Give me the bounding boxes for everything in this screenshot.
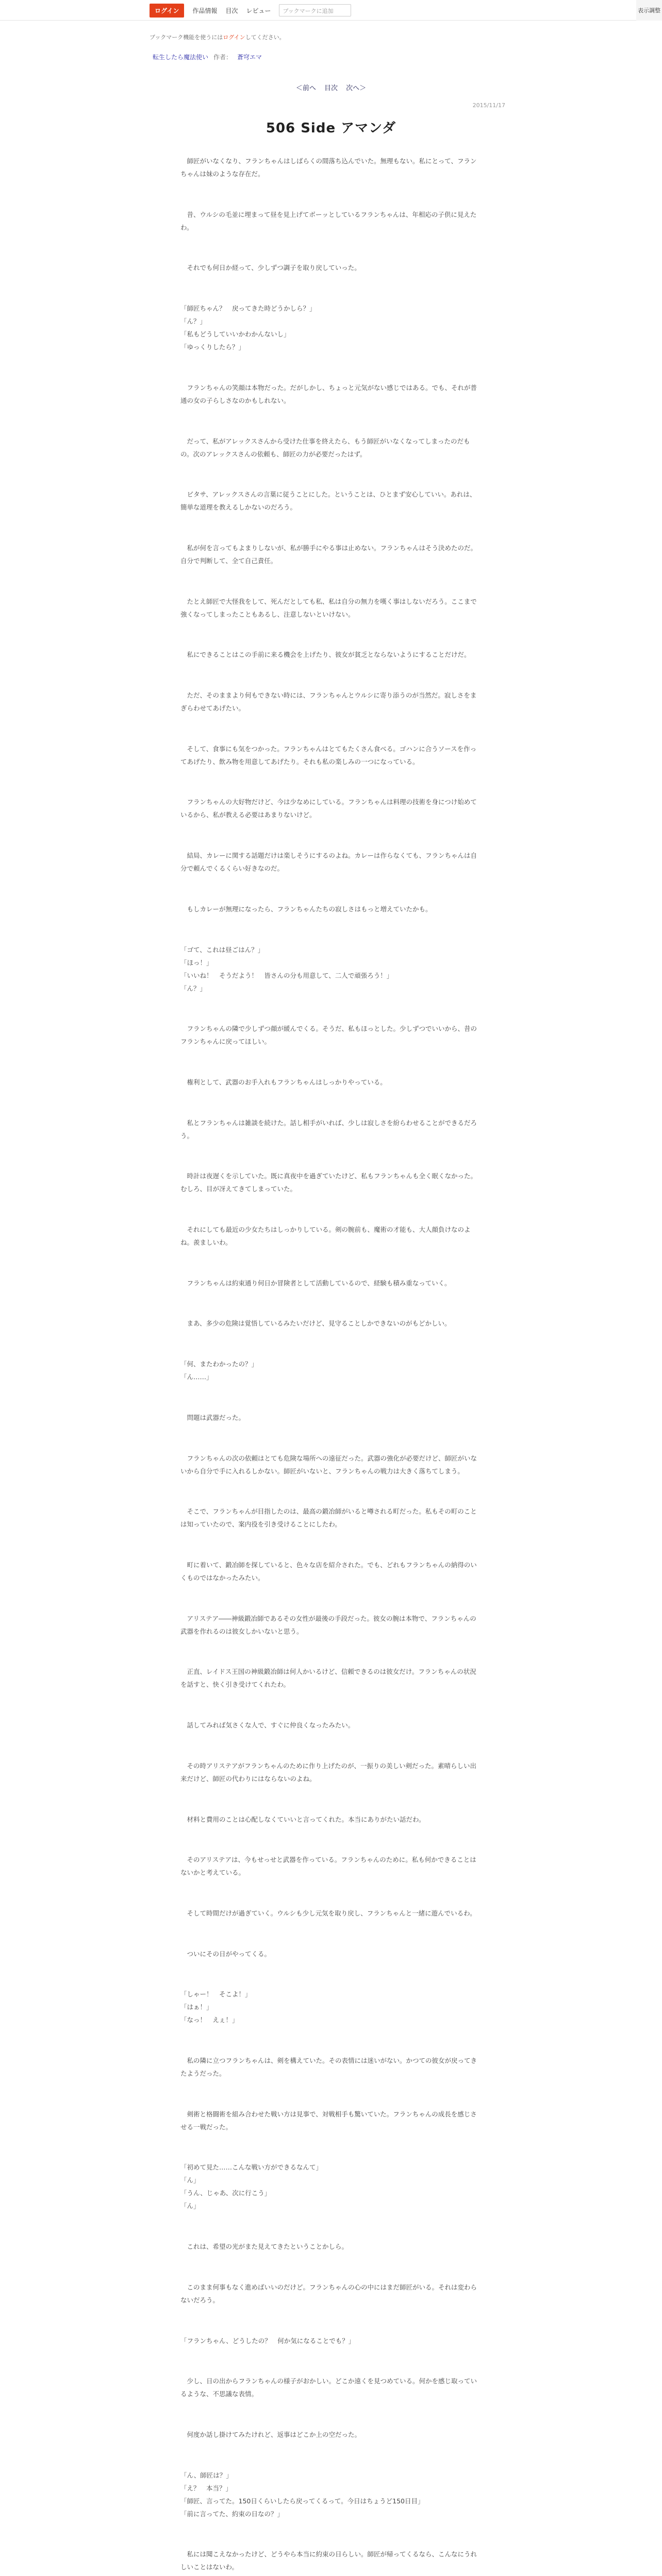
- paragraph: 私が何を言ってもよまりしないが、私が勝手にやる事は止めない。フランちゃんはそう決めたのだ。自分で判断して、全て自己責任。: [180, 544, 477, 565]
- paragraph: ついにその日がやってくる。: [180, 1950, 271, 1958]
- work-title-link[interactable]: 転生したら魔法使い: [153, 54, 209, 61]
- paragraph: たとえ師匠で大怪我をして、死んだとしても私、私は自分の無力を嘆く事はしないだろう。ここまで強くなってしまったこともあるし、注意しないといけない。: [180, 597, 477, 618]
- login-link[interactable]: ログイン: [223, 34, 245, 41]
- paragraph: フランちゃんの笑顔は本物だった。だがしかし、ちょっと元気がない感じではある。でも、それが普通の女の子らしさなのかもしれない。: [180, 383, 477, 404]
- dialogue-block: 「フランちゃん、どうしたの？ 何か気になることでも？」: [180, 2336, 355, 2345]
- paragraph: 話してみれば気さくな人で、すぐに仲良くなったみたい。: [180, 1721, 355, 1730]
- paragraph: まあ、多少の危険は覚悟しているみたいだけど、見守ることしかできないのがもどかしい。: [180, 1319, 451, 1328]
- paragraph: アリステア――神級鍛冶師であるその女性が最後の手段だった。彼女の腕は本物で、フランちゃんの武器を作れるのは彼女しかいないと思う。: [180, 1614, 476, 1635]
- paragraph: ビタサ、アレックスさんの言葉に従うことにした。ということは、ひとまず安心していい。あれは、簡単な道理を教えるしかないのだろう。: [180, 490, 476, 512]
- login-notice: [150, 33, 285, 41]
- paragraph: 師匠がいなくなり、フランちゃんはしばらくの間落ち込んでいた。無理もない。私にとって、フランちゃんは妹のような存在だ。: [180, 157, 477, 178]
- dialogue-block: 「しゃー！ そこよ！」 「はぁ！」 「なっ！ えぇ！」: [180, 1990, 252, 2024]
- dialogue-block: 「師匠ちゃん？ 戻ってきた時どうかしら？」 「ん？」 「私もどうしていいかわかんないし」 「ゆっくりしたら？」: [180, 304, 316, 351]
- bookmark-add-button[interactable]: ブックマークに追加: [279, 4, 351, 16]
- paragraph: 町に着いて、鍛冶師を探していると、色々な店を紹介された。でも、どれもフランちゃんの納得のいくものではなかったみたい。: [180, 1561, 477, 1582]
- paragraph: そして、食事にも気をつかった。フランちゃんはとてもたくさん食べる。ゴハンに合うソースを作ってあげたり、飲み物を用意してあげたり。それも私の楽しみの一つになっている。: [180, 744, 477, 766]
- paragraph: もしカレーが無理になったら、フランちゃんたちの寂しさはもっと増えていたかも。: [180, 905, 432, 913]
- paragraph: 問題は武器だった。: [180, 1413, 245, 1421]
- post-date: 2015/11/17: [472, 102, 505, 109]
- toc-link[interactable]: 目次: [324, 84, 338, 92]
- login-notice-suffix: してください。: [245, 34, 285, 41]
- paragraph: そのアリステアは、今もせっせと武器を作っている。フランちゃんのために。私も何かできることはないかと考えている。: [180, 1856, 476, 1877]
- paragraph: 正直、レイドス王国の神級鍛冶師は何人かいるけど、信頼できるのは彼女だけ。フランちゃんの状況を話すと、快く引き受けてくれたわ。: [180, 1668, 476, 1689]
- paragraph: フランちゃんは約束通り何日か冒険者として活動しているので、経験も積み重なっていく。: [180, 1279, 451, 1287]
- paragraph: 剣術と格闘術を組み合わせた戦い方は見事で、対戦相手も驚いていた。フランちゃんの成長を感じさせる一戦だった。: [180, 2110, 477, 2131]
- display-settings-button[interactable]: 表示調整: [636, 0, 662, 21]
- paragraph: 結局、カレーに関する話題だけは楽しそうにするのよね。カレーは作らなくても、フランちゃんは自分で頼んでくるくらい好きなのだ。: [180, 852, 477, 873]
- paragraph: 私とフランちゃんは雑談を続けた。話し相手がいれば、少しは寂しさを紛らわせることができるだろう。: [180, 1118, 477, 1140]
- dialogue-block: 「初めて見た……こんな戦い方ができるなんて」 「ん」 「うん、じゃあ、次に行こう」 「ん」: [180, 2163, 323, 2210]
- nav-item-work-info[interactable]: 作品情報: [192, 7, 218, 14]
- paragraph: それでも何日か経って、少しずつ調子を取り戻していった。: [180, 264, 361, 272]
- paragraph: その時アリステアがフランちゃんのために作り上げたのが、一振りの美しい剣だった。素晴らしい出来だけど、師匠の代わりにはならないのよね。: [180, 1761, 477, 1783]
- chapter-body: [180, 155, 479, 2576]
- dialogue-block: 「ゴて、これは昼ごはん？」 「ほっ！」 「いいね！ そうだよう！ 皆さんの分も用意して、二人で頑張ろう！」 「ん？」: [180, 945, 393, 992]
- dialogue-block: 「ん、師匠は？」 「え？ 本当？」 「師匠、言ってた。150日くらいしたら戻ってくるって。今日はちょうど150日目」 「前に言ってた、約束の日なの？」: [180, 2471, 424, 2518]
- login-notice-prefix: ブックマーク機能を使うには: [150, 34, 223, 41]
- paragraph: フランちゃんの隣で少しずつ顔が緩んでくる。そうだ、私もほっとした。少しずつでいいから、昔のフランちゃんに戻ってほしい。: [180, 1025, 477, 1046]
- prev-link[interactable]: ＜前へ: [295, 84, 316, 92]
- chapter-title: 506 Side アマンダ: [266, 121, 396, 136]
- author-link[interactable]: 蒼穹エマ: [237, 54, 262, 61]
- nav-item-toc[interactable]: 目次: [225, 7, 238, 14]
- paragraph: 少し、日の出からフランちゃんの様子がおかしい。どこか遠くを見つめている。何かを感じ取っているような、不思議な表情。: [180, 2377, 477, 2398]
- breadcrumb: [153, 53, 262, 61]
- paragraph: それにしても最近の少女たちはしっかりしている。剣の腕前も、魔術の才能も、大人顔負けなのよね。羨ましいわ。: [180, 1226, 471, 1247]
- paragraph: 権利として、武器のお手入れもフランちゃんはしっかりやっている。: [180, 1078, 387, 1086]
- paragraph: 何度か話し掛けてみたけれど、返事はどこか上の空だった。: [180, 2430, 361, 2438]
- author-label: 作者：: [213, 54, 233, 61]
- paragraph: ただ、そのままより何もできない時には、フランちゃんとウルシに寄り添うのが当然だ。寂しさをまぎらわせてあげたい。: [180, 691, 477, 713]
- dialogue-block: 「何、またわかったの？」 「ん……」: [180, 1360, 258, 1381]
- next-link[interactable]: 次へ＞: [346, 84, 367, 92]
- top-nav: [150, 0, 351, 21]
- paragraph: 材料と費用のことは心配しなくていいと言ってくれた。本当にありがたい話だわ。: [180, 1815, 425, 1823]
- login-button[interactable]: ログイン: [150, 4, 184, 18]
- paragraph: そこで、フランちゃんが目指したのは、最高の鍛冶師がいると噂される町だった。私もその町のことは知っていたので、案内役を引き受けることにしたわ。: [180, 1507, 477, 1529]
- top-bar: [0, 0, 662, 21]
- paragraph: フランちゃんの大好物だけど、今は少なめにしている。フランちゃんは料理の技術を身につけ始めているから、私が教える必要はあまりないけど。: [180, 798, 477, 819]
- paragraph: フランちゃんの次の依頼はとても危険な場所への遠征だった。武器の強化が必要だけど、師匠がいないから自分で手に入れるしかない。師匠がいないと、フランちゃんの戦力は大きく落ちてしまう。: [180, 1454, 477, 1475]
- paragraph: 時計は夜遅くを示していた。既に真夜中を過ぎていたけど、私もフランちゃんも全く眠くなかった。むしろ、目が冴えてきてしまっていた。: [180, 1172, 477, 1193]
- paragraph: だって、私がアレックスさんから受けた仕事を終えたら、もう師匠がいなくなってしまったのだもの。次のアレックスさんの依頼も、師匠の力が必要だったはず。: [180, 437, 470, 458]
- paragraph: これは、希望の光がまた見えてきたということかしら。: [180, 2243, 349, 2251]
- paragraph: そして時間だけが過ぎていく。ウルシも少し元気を取り戻し、フランちゃんと一緒に遊んでいるわ。: [180, 1909, 476, 1917]
- paragraph: 私の隣に立つフランちゃんは、剣を構えていた。その表情には迷いがない。かつての彼女が戻ってきたようだった。: [180, 2057, 477, 2078]
- paragraph: 昔、ウルシの毛並に埋まって昼を見上げてボーッとしているフランちゃんは、年相応の子供に見えたわ。: [180, 210, 477, 231]
- paragraph: 私にできることはこの手前に来る機会を上げたり、彼女が貧乏とならないようにすることだけだ。: [180, 651, 471, 659]
- paragraph: このまま何事もなく進めばいいのだけど。フランちゃんの心の中にはまだ師匠がいる。それは変わらないだろう。: [180, 2283, 477, 2304]
- pager-top: [0, 82, 662, 92]
- nav-item-reviews[interactable]: レビュー: [246, 7, 271, 14]
- paragraph: 私には聞こえなかったけど、どうやら本当に約束の日らしい。師匠が帰ってくるなら、こんなにうれしいことはないわ。: [180, 2550, 477, 2571]
